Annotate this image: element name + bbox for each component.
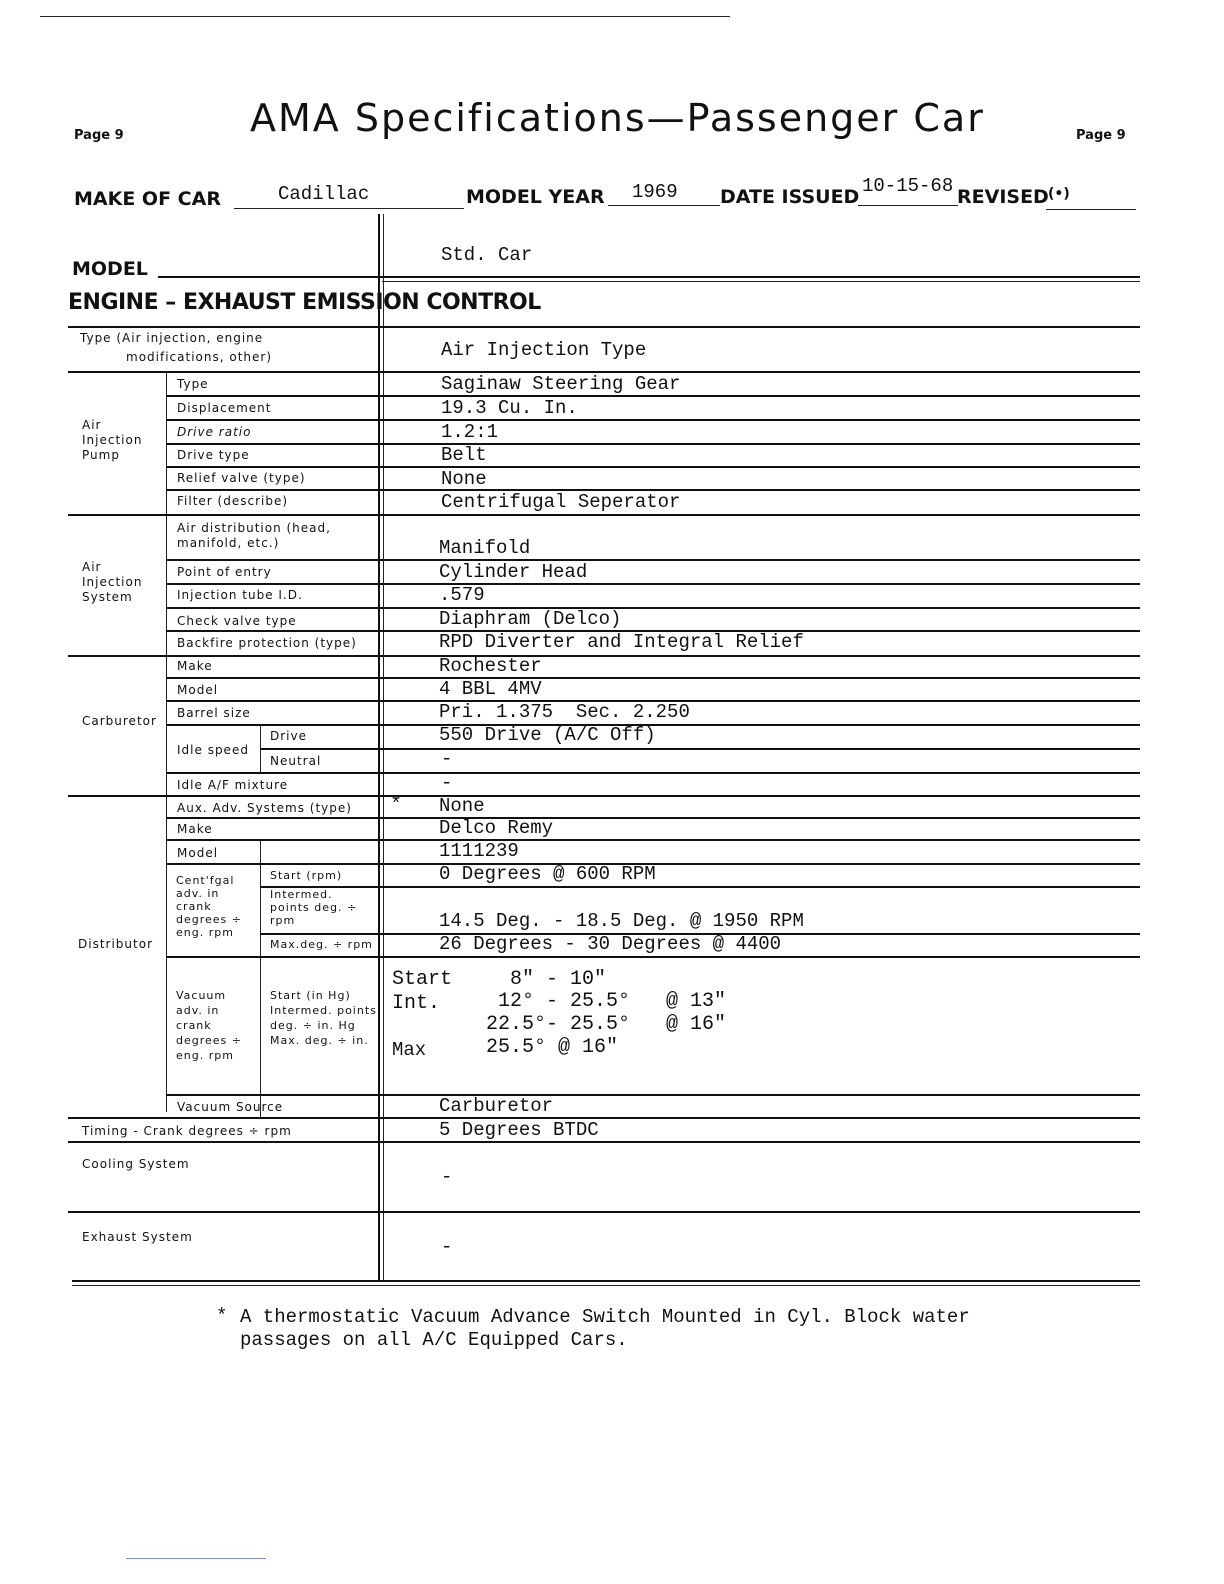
date-issued-label: DATE ISSUED <box>720 186 860 208</box>
page-number-left: Page 9 <box>74 128 124 143</box>
sys-air-distribution-label: Air distribution (head, manifold, etc.) <box>177 521 331 550</box>
row-rule <box>260 748 1140 750</box>
group-rule <box>68 1117 1140 1119</box>
dist-cent-max-label: Max.deg. ÷ rpm <box>270 938 373 951</box>
vac-line-1-value: 8" - 10" <box>510 968 607 991</box>
revised-underline <box>1046 209 1136 210</box>
group-rule <box>68 514 1140 516</box>
page-number-right: Page 9 <box>1076 128 1126 143</box>
row-rule <box>260 886 1140 888</box>
row-rule <box>166 443 1140 445</box>
row-rule <box>166 395 1140 397</box>
row-rule <box>68 1211 1140 1213</box>
revised-mark: (•) <box>1048 186 1070 202</box>
carb-make-value: Rochester <box>439 655 542 677</box>
pump-drive-ratio-label: Drive ratio <box>177 425 252 439</box>
row-rule <box>166 466 1140 468</box>
make-underline <box>234 208 464 209</box>
carb-barrel-value: Pri. 1.375 Sec. 2.250 <box>439 701 690 723</box>
air-injection-pump-group: Air Injection Pump <box>82 418 143 462</box>
sys-backfire-value: RPD Diverter and Integral Relief <box>439 631 804 653</box>
section-title: ENGINE – EXHAUST EMISSION CONTROL <box>68 290 541 315</box>
vac-line-2-value: 12° - 25.5° @ 13" <box>498 990 727 1013</box>
carb-model-value: 4 BBL 4MV <box>439 678 542 700</box>
vac-line-2-key: Int. <box>392 992 441 1015</box>
row-rule <box>166 839 1140 841</box>
carb-make-label: Make <box>177 659 213 673</box>
carb-neutral-value: - <box>441 748 453 770</box>
vac-line-4-value: 25.5° @ 16" <box>486 1036 619 1059</box>
model-value: Std. Car <box>441 244 533 266</box>
cooling-label: Cooling System <box>82 1157 190 1171</box>
footnote-star: * <box>216 1305 228 1327</box>
row-rule <box>166 583 1140 585</box>
vac-line-1-key: Start <box>392 968 453 991</box>
carb-idle-af-label: Idle A/F mixture <box>177 778 289 792</box>
pump-drive-ratio-value: 1.2:1 <box>441 421 499 443</box>
carb-drive-value: 550 Drive (A/C Off) <box>439 724 656 746</box>
dist-make-value: Delco Remy <box>439 817 554 839</box>
model-label: MODEL <box>72 258 148 280</box>
sys-injection-tube-label: Injection tube I.D. <box>177 588 303 602</box>
carb-model-label: Model <box>177 683 219 697</box>
carburetor-group: Carburetor <box>82 714 157 728</box>
model-year-underline <box>608 205 720 206</box>
group-rule <box>68 795 1140 797</box>
dist-cent-start-label: Start (rpm) <box>270 869 343 882</box>
model-rule <box>158 276 1140 278</box>
group-divider <box>166 372 167 1112</box>
row-rule <box>166 607 1140 609</box>
date-issued-underline <box>858 205 958 206</box>
dist-vac-source-label: Vacuum Source <box>177 1100 284 1114</box>
pump-displacement-value: 19.3 Cu. In. <box>441 397 578 419</box>
vac-line-4-key: Max <box>392 1039 427 1061</box>
date-issued-value: 10-15-68 <box>862 175 954 197</box>
exhaust-value: - <box>441 1236 453 1258</box>
revised-label: REVISED <box>957 186 1049 208</box>
row-rule <box>166 559 1140 561</box>
model-year-label: MODEL YEAR <box>466 186 605 208</box>
row-rule <box>166 419 1140 421</box>
pump-drive-type-label: Drive type <box>177 448 250 462</box>
dist-cent-start-value: 0 Degrees @ 600 RPM <box>439 863 656 885</box>
model-rule-2 <box>382 281 1140 282</box>
type-value: Air Injection Type <box>441 339 647 361</box>
exhaust-label: Exhaust System <box>82 1230 193 1244</box>
sys-point-of-entry-label: Point of entry <box>177 565 272 579</box>
sys-check-valve-value: Diaphram (Delco) <box>439 608 622 630</box>
sys-check-valve-label: Check valve type <box>177 614 297 628</box>
sys-injection-tube-value: .579 <box>439 584 485 606</box>
sys-backfire-label: Backfire protection (type) <box>177 636 357 650</box>
pump-relief-valve-value: None <box>441 468 487 490</box>
dist-centrifugal-label: Cent'fgal adv. in crank degrees ÷ eng. rpm <box>176 874 242 939</box>
pump-filter-label: Filter (describe) <box>177 494 289 508</box>
dist-cent-inter-label: Intermed. points deg. ÷ rpm <box>270 888 358 927</box>
dist-cent-inter-value: 14.5 Deg. - 18.5 Deg. @ 1950 RPM <box>439 910 804 932</box>
distributor-group: Distributor <box>78 937 154 951</box>
vac-line-3-value: 22.5°- 25.5° @ 16" <box>486 1013 727 1036</box>
dist-aux-value: None <box>439 795 485 817</box>
type-label-line2: modifications, other) <box>126 350 273 364</box>
air-injection-system-group: Air Injection System <box>82 560 143 604</box>
pump-type-label: Type <box>177 377 209 391</box>
dist-vacuum-label: Vacuum adv. in crank degrees ÷ eng. rpm <box>176 989 242 1062</box>
row-rule <box>166 772 1140 774</box>
dist-vac-source-value: Carburetor <box>439 1095 554 1117</box>
timing-label: Timing - Crank degrees ÷ rpm <box>82 1124 292 1138</box>
footnote-line1: A thermostatic Vacuum Advance Switch Mounted in Cyl. Block water <box>240 1306 970 1328</box>
carb-idle-af-value: - <box>441 772 453 794</box>
row-rule <box>166 817 1140 819</box>
carb-neutral-label: Neutral <box>270 754 322 768</box>
pump-type-value: Saginaw Steering Gear <box>441 373 681 395</box>
type-label-line1: Type (Air injection, engine <box>80 331 264 345</box>
model-year-value: 1969 <box>632 181 678 203</box>
row-rule <box>166 956 1140 958</box>
pump-filter-value: Centrifugal Seperator <box>441 491 681 513</box>
bottom-mark <box>126 1558 266 1559</box>
row-rule <box>166 1094 1140 1096</box>
dist-aux-star: * <box>390 794 403 817</box>
timing-value: 5 Degrees BTDC <box>439 1119 599 1141</box>
carb-idle-speed-label: Idle speed <box>177 743 249 757</box>
row-rule <box>166 677 1140 679</box>
footnote-line2: passages on all A/C Equipped Cars. <box>240 1329 628 1351</box>
table-bottom-rule <box>72 1280 1140 1282</box>
dist-vac-sub-label: Start (in Hg) Intermed. points deg. ÷ in. Hg Max. deg. ÷ in. <box>270 989 377 1047</box>
carb-barrel-label: Barrel size <box>177 706 251 720</box>
dist-cent-max-value: 26 Degrees - 30 Degrees @ 4400 <box>439 933 782 955</box>
dist-model-value: 1111239 <box>439 840 519 862</box>
group-rule <box>68 655 1140 657</box>
top-rule <box>40 16 730 17</box>
distributor-sub-divider <box>260 840 261 1118</box>
cooling-value: - <box>441 1166 453 1188</box>
pump-relief-valve-label: Relief valve (type) <box>177 471 306 485</box>
table-top-rule <box>68 326 1140 328</box>
pump-drive-type-value: Belt <box>441 444 487 466</box>
table-bottom-rule-2 <box>72 1285 1140 1286</box>
carb-drive-label: Drive <box>270 729 307 743</box>
sys-air-distribution-value: Manifold <box>439 537 531 559</box>
make-label: MAKE OF CAR <box>74 188 221 210</box>
dist-model-label: Model <box>177 846 219 860</box>
dist-aux-label: Aux. Adv. Systems (type) <box>177 801 352 815</box>
pump-displacement-label: Displacement <box>177 401 272 415</box>
page-title: AMA Specifications—Passenger Car <box>250 96 985 140</box>
dist-make-label: Make <box>177 822 213 836</box>
make-value: Cadillac <box>278 183 370 205</box>
sys-point-of-entry-value: Cylinder Head <box>439 561 588 583</box>
row-rule <box>68 1141 1140 1143</box>
